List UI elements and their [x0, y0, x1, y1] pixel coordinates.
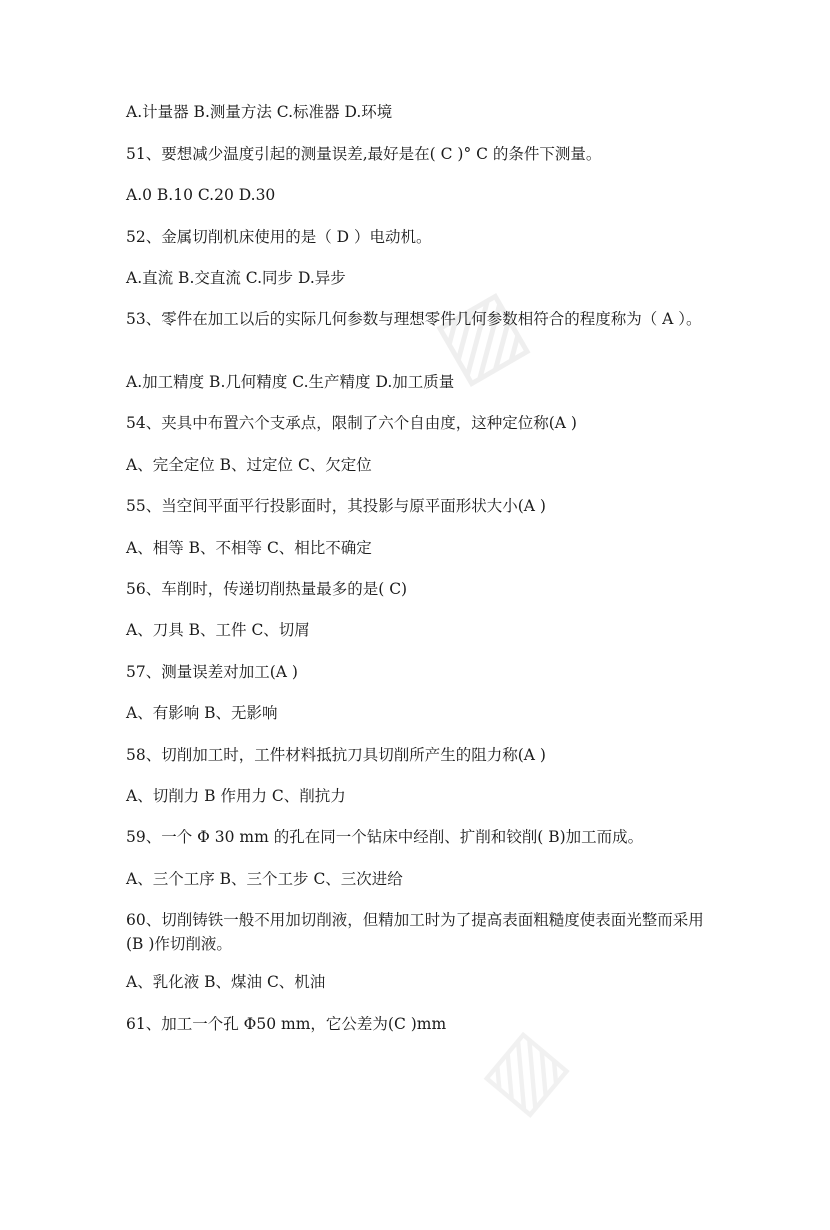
answer-options-58: A、切削力 B 作用力 C、削抗力 — [126, 787, 346, 805]
question-51: 51、要想减少温度引起的测量误差,最好是在( C )° C 的条件下测量。 — [126, 145, 602, 163]
question-58: 58、切削加工时，工件材料抵抗刀具切削所产生的阻力称(A ) — [126, 746, 546, 764]
question-56: 56、车削时，传递切削热量最多的是( C) — [126, 580, 408, 598]
question-53: 53、零件在加工以后的实际几何参数与理想零件几何参数相符合的程度称为（ A ）。 — [126, 310, 702, 328]
answer-options-59: A、三个工序 B、三个工步 C、三次进给 — [126, 870, 403, 888]
question-55: 55、当空间平面平行投影面时，其投影与原平面形状大小(A ) — [126, 497, 546, 515]
question-61: 61、加工一个孔 Φ50 mm，它公差为(C )mm — [126, 1015, 447, 1033]
question-60: 60、切削铸铁一般不用加切削液，但精加工时为了提高表面粗糙度使表面光整而采用(B )作切削液。 — [126, 911, 704, 953]
answer-options-55: A、相等 B、不相等 C、相比不确定 — [126, 539, 372, 557]
question-52: 52、金属切削机床使用的是（ D ）电动机。 — [126, 228, 432, 246]
answer-options-56: A、刀具 B、工件 C、切屑 — [126, 621, 310, 639]
answer-options-60: A、乳化液 B、煤油 C、机油 — [126, 973, 326, 991]
answer-options-53: A.加工精度 B.几何精度 C.生产精度 D.加工质量 — [126, 373, 455, 391]
watermark: ▧ — [422, 273, 557, 400]
answer-options-54: A、完全定位 B、过定位 C、欠定位 — [126, 456, 372, 474]
watermark-bottom: ▧ — [472, 1009, 590, 1130]
answer-options-51: A.0 B.10 C.20 D.30 — [126, 186, 276, 204]
answer-options-52: A.直流 B.交直流 C.同步 D.异步 — [126, 269, 346, 287]
question-54: 54、夹具中布置六个支承点，限制了六个自由度，这种定位称(A ) — [126, 414, 577, 432]
question-57: 57、测量误差对加工(A ) — [126, 663, 298, 681]
question-59: 59、一个 Φ 30 mm 的孔在同一个钻床中经削、扩削和铰削( B)加工而成。 — [126, 828, 644, 846]
answer-options-57: A、有影响 B、无影响 — [126, 704, 278, 722]
answer-options-50: A.计量器 B.测量方法 C.标准器 D.环境 — [126, 103, 393, 121]
